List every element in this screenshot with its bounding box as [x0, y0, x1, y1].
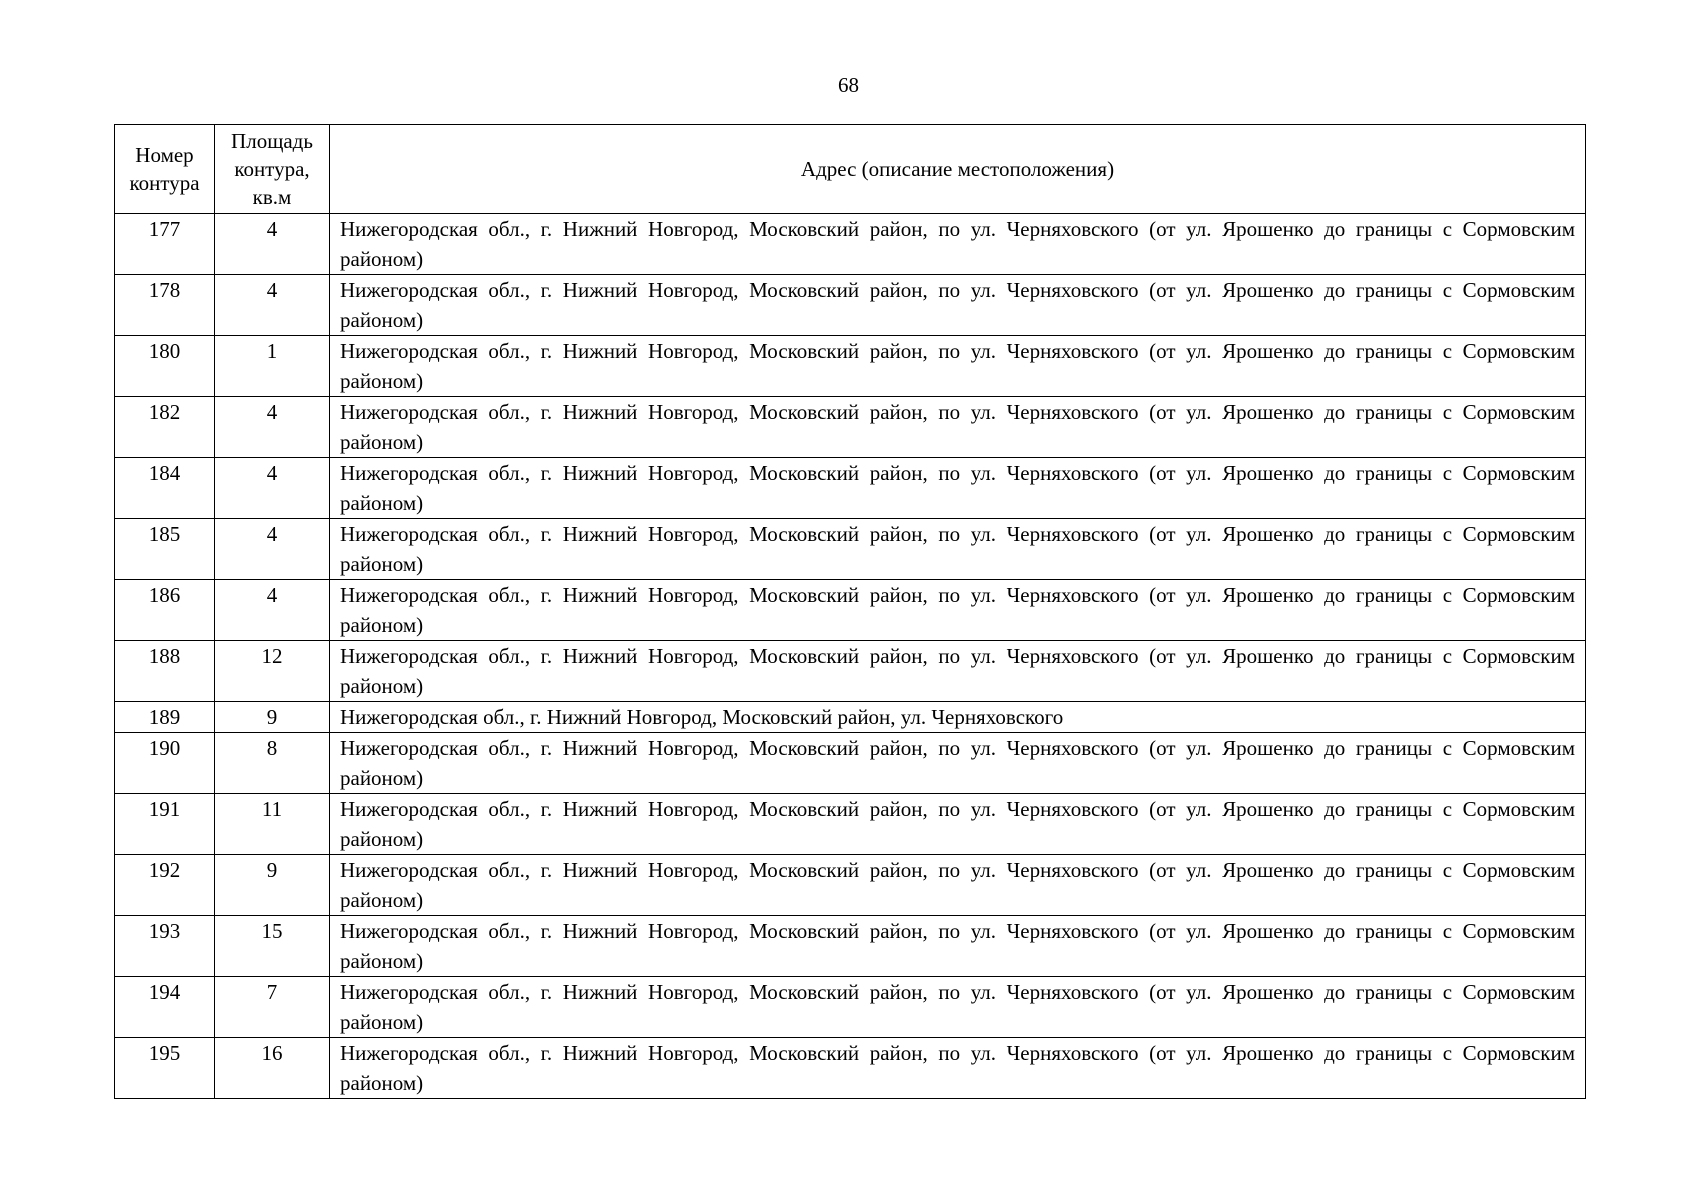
page-number: 68 — [838, 73, 859, 97]
cell-number: 192 — [115, 855, 215, 916]
table-row — [115, 916, 1586, 977]
cell-area: 4 — [215, 214, 330, 275]
cell-address: Нижегородская обл., г. Нижний Новгород, Московский район, ул. Черняховского — [330, 702, 1586, 733]
table-row — [115, 977, 1586, 1038]
cell-area: 1 — [215, 336, 330, 397]
cell-address: Нижегородская обл., г. Нижний Новгород, Московский район, по ул. Черняховского (от ул. Ярошенко до границы с Сормовским районом) — [330, 397, 1586, 458]
table-row — [115, 519, 1586, 580]
cell-area: 4 — [215, 519, 330, 580]
cell-number: 194 — [115, 977, 215, 1038]
cell-area: 11 — [215, 794, 330, 855]
cell-address: Нижегородская обл., г. Нижний Новгород, Московский район, по ул. Черняховского (от ул. Ярошенко до границы с Сормовским районом) — [330, 916, 1586, 977]
table-row — [115, 214, 1586, 275]
cell-address: Нижегородская обл., г. Нижний Новгород, Московский район, по ул. Черняховского (от ул. Ярошенко до границы с Сормовским районом) — [330, 519, 1586, 580]
cell-address: Нижегородская обл., г. Нижний Новгород, Московский район, по ул. Черняховского (от ул. Ярошенко до границы с Сормовским районом) — [330, 580, 1586, 641]
cell-address: Нижегородская обл., г. Нижний Новгород, Московский район, по ул. Черняховского (от ул. Ярошенко до границы с Сормовским районом) — [330, 1038, 1586, 1099]
table-row — [115, 641, 1586, 702]
table-row — [115, 733, 1586, 794]
cell-address: Нижегородская обл., г. Нижний Новгород, Московский район, по ул. Черняховского (от ул. Ярошенко до границы с Сормовским районом) — [330, 641, 1586, 702]
cell-address: Нижегородская обл., г. Нижний Новгород, Московский район, по ул. Черняховского (от ул. Ярошенко до границы с Сормовским районом) — [330, 458, 1586, 519]
cell-address: Нижегородская обл., г. Нижний Новгород, Московский район, по ул. Черняховского (от ул. Ярошенко до границы с Сормовским районом) — [330, 794, 1586, 855]
cell-area: 15 — [215, 916, 330, 977]
cell-number: 191 — [115, 794, 215, 855]
cell-number: 180 — [115, 336, 215, 397]
cell-area: 9 — [215, 855, 330, 916]
cell-area: 4 — [215, 580, 330, 641]
cell-address: Нижегородская обл., г. Нижний Новгород, Московский район, по ул. Черняховского (от ул. Ярошенко до границы с Сормовским районом) — [330, 214, 1586, 275]
cell-number: 186 — [115, 580, 215, 641]
cell-area: 12 — [215, 641, 330, 702]
cell-area: 7 — [215, 977, 330, 1038]
table-row — [115, 336, 1586, 397]
table-row — [115, 702, 1586, 733]
cell-number: 189 — [115, 702, 215, 733]
cell-address: Нижегородская обл., г. Нижний Новгород, Московский район, по ул. Черняховского (от ул. Ярошенко до границы с Сормовским районом) — [330, 733, 1586, 794]
cell-address: Нижегородская обл., г. Нижний Новгород, Московский район, по ул. Черняховского (от ул. Ярошенко до границы с Сормовским районом) — [330, 275, 1586, 336]
table-row — [115, 458, 1586, 519]
table-row — [115, 275, 1586, 336]
contours-table — [114, 124, 1586, 1099]
table-row — [115, 580, 1586, 641]
cell-area: 4 — [215, 275, 330, 336]
header-number: Номер контура — [115, 125, 215, 214]
cell-address: Нижегородская обл., г. Нижний Новгород, Московский район, по ул. Черняховского (от ул. Ярошенко до границы с Сормовским районом) — [330, 855, 1586, 916]
cell-number: 188 — [115, 641, 215, 702]
cell-area: 4 — [215, 458, 330, 519]
cell-area: 9 — [215, 702, 330, 733]
cell-address: Нижегородская обл., г. Нижний Новгород, Московский район, по ул. Черняховского (от ул. Ярошенко до границы с Сормовским районом) — [330, 336, 1586, 397]
cell-area: 8 — [215, 733, 330, 794]
table-row — [115, 794, 1586, 855]
cell-number: 182 — [115, 397, 215, 458]
table-row — [115, 855, 1586, 916]
header-area: Площадь контура, кв.м — [215, 125, 330, 214]
cell-area: 16 — [215, 1038, 330, 1099]
cell-number: 193 — [115, 916, 215, 977]
cell-number: 184 — [115, 458, 215, 519]
cell-number: 195 — [115, 1038, 215, 1099]
cell-number: 190 — [115, 733, 215, 794]
cell-address: Нижегородская обл., г. Нижний Новгород, Московский район, по ул. Черняховского (от ул. Ярошенко до границы с Сормовским районом) — [330, 977, 1586, 1038]
table-row — [115, 1038, 1586, 1099]
cell-number: 178 — [115, 275, 215, 336]
cell-number: 185 — [115, 519, 215, 580]
table-header-row — [115, 125, 1586, 214]
header-address: Адрес (описание местоположения) — [330, 125, 1586, 214]
table-row — [115, 397, 1586, 458]
cell-area: 4 — [215, 397, 330, 458]
cell-number: 177 — [115, 214, 215, 275]
